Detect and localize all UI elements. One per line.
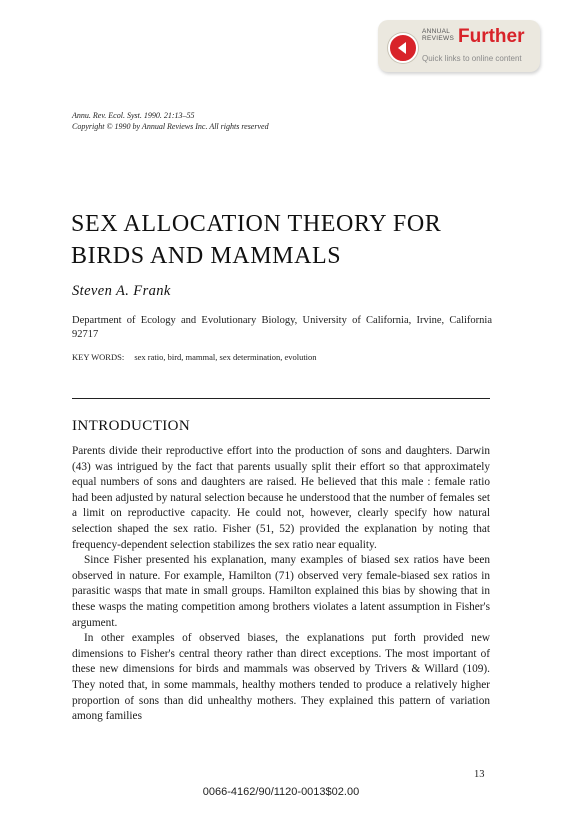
section-divider [72,398,490,399]
badge-publisher: ANNUAL REVIEWS [422,28,455,42]
annual-reviews-further-badge[interactable] [378,20,540,72]
section-heading: INTRODUCTION [72,418,191,434]
paragraph: Parents divide their reproductive effort into the production of sons and daughters. Darwin (43) was intrigued by the fact that parents usually split their effort so that approximately equal numbers of sons and daughters are raised. He believed that this male : female ratio had been adjusted by natural selection because he understood that the number of females set a limit on reproductive capacity. He could not, however, clearly specify how natural selection shaped the sex ratio. Fisher (51, 52) provided the explanation by noting that frequency-dependent selection stabilizes the sex ratio near equality. [72,445,490,551]
paragraph: Since Fisher presented his explanation, many examples of biased sex ratios have been observed in nature. For example, Hamilton (71) observed very female-biased sex ratios in parasitic wasps that mate in small groups. Hamilton explained this bias by showing that in these wasps the mating competition among brothers violates a latent assumption in Fisher's argument. [72,554,490,629]
citation-line: Annu. Rev. Ecol. Syst. 1990. 21:13–55 [72,111,195,120]
journal-citation [72,110,269,132]
author-name: Steven A. Frank [72,283,171,299]
article-title [71,208,441,272]
keywords-list: sex ratio, bird, mammal, sex determination, evolution [134,352,317,362]
price-code: 0066-4162/90/1120-0013$02.00 [202,786,360,798]
paragraph: In other examples of observed biases, the explanations put forth provided new dimensions to Fisher's central theory rather than direct exceptions. The most important of these new dimensions for birds and mammals was observed by Trivers & Willard (109). They noted that, in some mammals, healthy mothers tended to produce a relatively higher proportion of sons than did unhealthy mothers. They explained this pattern of variation among families [72,632,490,723]
keywords [72,352,317,362]
play-back-icon [388,33,418,63]
page-number: 13 [474,769,485,780]
copyright-line: Copyright © 1990 by Annual Reviews Inc. All rights reserved [72,122,269,131]
author-affiliation: Department of Ecology and Evolutionary Biology, University of California, Irvine, California 92717 [72,315,492,340]
title-line-1: SEX ALLOCATION THEORY FOR [71,211,442,237]
keywords-label: KEY WORDS: [72,352,125,362]
badge-further-label: Further [458,26,525,47]
badge-subtitle: Quick links to online content [422,54,522,63]
title-line-2: BIRDS AND MAMMALS [71,243,342,269]
article-body [72,444,490,725]
